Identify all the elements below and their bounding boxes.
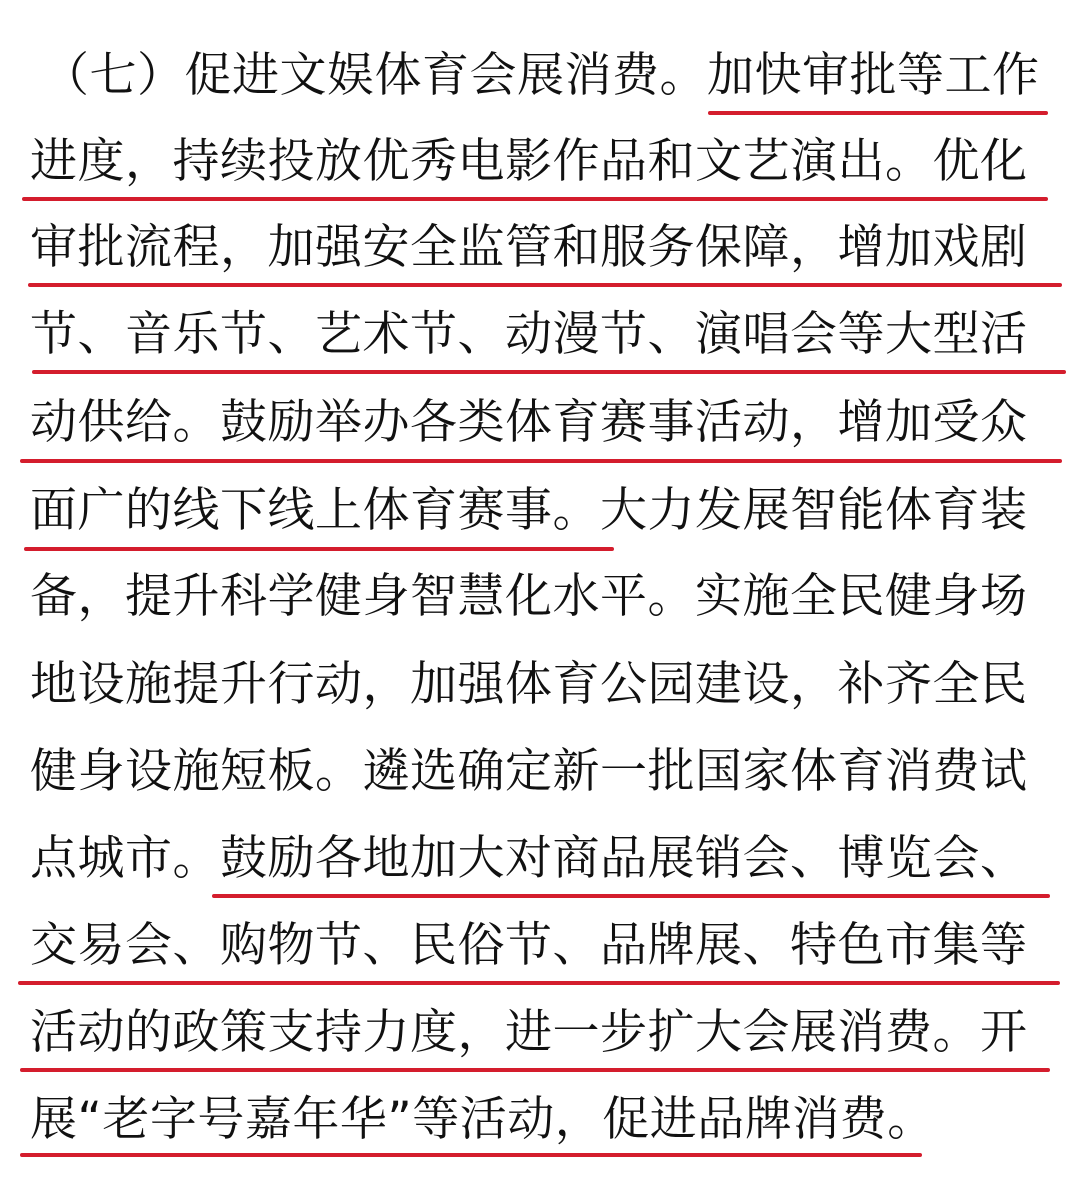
red-underline (22, 197, 1048, 201)
red-underline (708, 111, 1048, 115)
red-underline (20, 1068, 1050, 1072)
text-line: 面广的线下线上体育赛事。大力发展智能体育装 (30, 483, 1028, 538)
red-underline (24, 547, 614, 551)
red-underline (32, 370, 1066, 374)
text-line: 地设施提升行动，加强体育公园建设，补齐全民 (30, 657, 1028, 712)
red-underline (20, 459, 1062, 463)
text-line: （七）促进文娱体育会展消费。加快审批等工作 (42, 48, 1040, 103)
red-underline (28, 283, 1062, 287)
red-underline (18, 981, 1060, 985)
text-line: 审批流程，加强安全监管和服务保障，增加戏剧 (30, 220, 1028, 275)
red-underline (212, 894, 1050, 898)
text-line: 进度，持续投放优秀电影作品和文艺演出。优化 (30, 134, 1028, 189)
red-underline (20, 1153, 922, 1157)
text-line: 节、音乐节、艺术节、动漫节、演唱会等大型活 (30, 307, 1028, 362)
text-line: 点城市。鼓励各地加大对商品展销会、博览会、 (30, 831, 1028, 886)
text-line: 动供给。鼓励举办各类体育赛事活动，增加受众 (30, 395, 1028, 450)
text-line: 活动的政策支持力度，进一步扩大会展消费。开 (30, 1005, 1028, 1060)
text-line: 交易会、购物节、民俗节、品牌展、特色市集等 (30, 918, 1028, 973)
text-line: 备，提升科学健身智慧化水平。实施全民健身场 (30, 569, 1028, 624)
text-line: 健身设施短板。遴选确定新一批国家体育消费试 (30, 744, 1028, 799)
text-line: 展“老字号嘉年华”等活动，促进品牌消费。 (30, 1092, 935, 1147)
